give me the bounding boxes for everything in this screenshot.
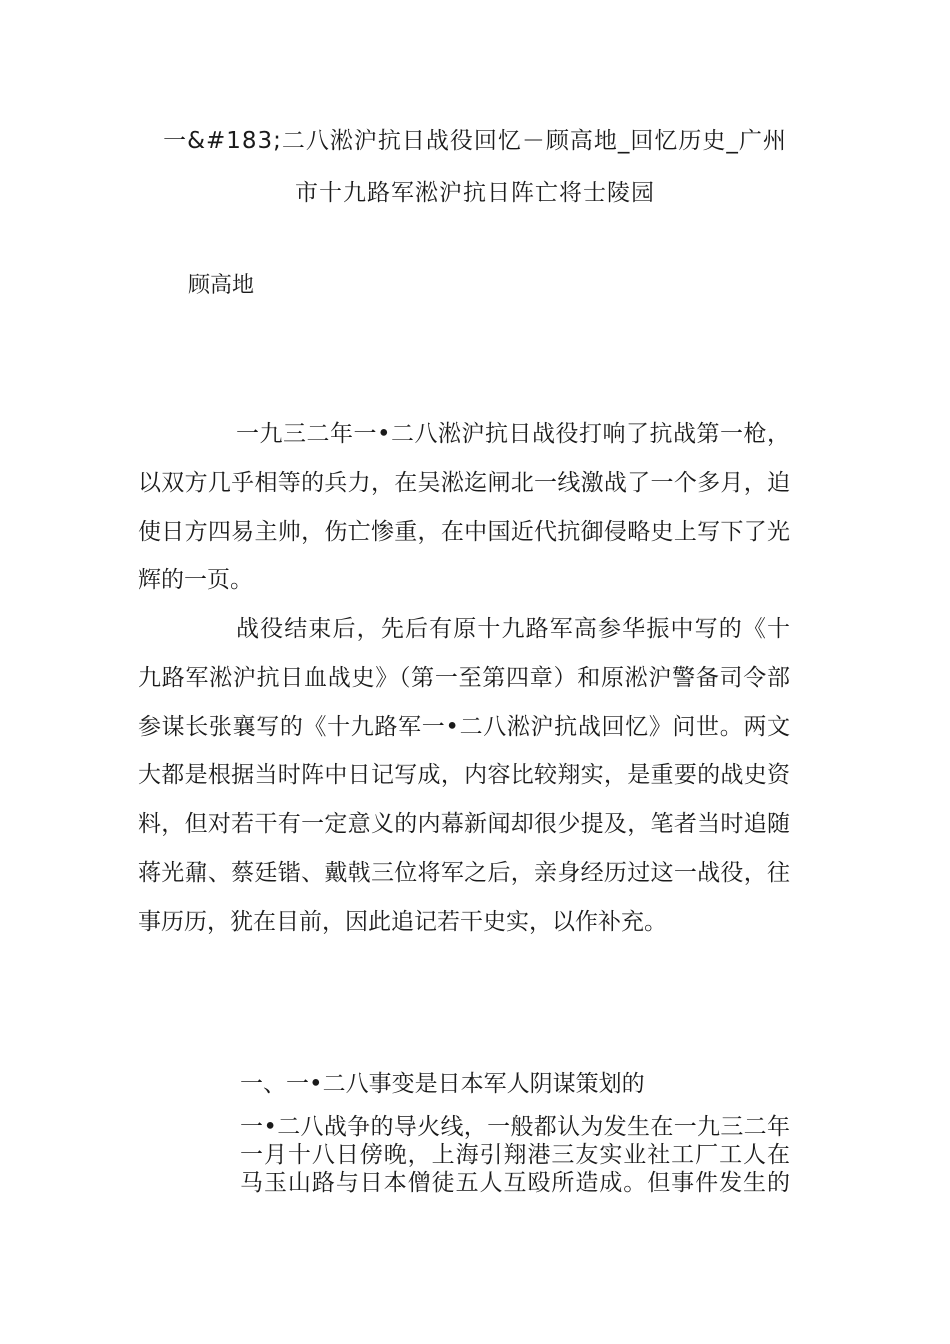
document-title-line-2: 市十九路军淞沪抗日阵亡将士陵园 [295,180,655,206]
paragraph-line: 蒋光鼐、蔡廷锴、戴戟三位将军之后，亲身经历过这一战役，往 [138,859,790,886]
paragraph-line: 以双方几乎相等的兵力，在吴淞迄闸北一线激战了一个多月，迫 [138,469,790,496]
paragraph-line: 参谋长张襄写的《十九路军一•二八淞沪抗战回忆》问世。两文 [138,713,790,740]
paragraph-line: 一月十八日傍晚，上海引翔港三友实业社工厂工人在 [240,1142,790,1168]
paragraph-background [138,605,790,947]
paragraph-line: 九路军淞沪抗日血战史》（第一至第四章）和原淞沪警备司令部 [138,664,790,691]
section-heading: 一、一•二八事变是日本军人阴谋策划的 [240,1071,645,1097]
paragraph-line: 事历历，犹在目前，因此追记若干史实，以作补充。 [138,908,667,935]
paragraph-line: 马玉山路与日本僧徒五人互殴所造成。但事件发生的 [240,1170,790,1196]
paragraph-line: 使日方四易主帅，伤亡惨重，在中国近代抗御侵略史上写下了光 [138,518,790,545]
paragraph-line: 大都是根据当时阵中日记写成，内容比较翔实，是重要的战史资 [138,762,790,789]
author-name: 顾高地 [188,273,255,298]
paragraph-line: 一九三二年一•二八淞沪抗日战役打响了抗战第一枪， [236,421,790,447]
document-title-line-1: 一&#183;二八淞沪抗日战役回忆－顾高地_回忆历史_广州 [163,128,787,154]
paragraph-line: 战役结束后，先后有原十九路军高参华振中写的《十 [236,616,790,642]
paragraph-intro [138,410,790,605]
paragraph-line: 料，但对若干有一定意义的内幕新闻却很少提及，笔者当时追随 [138,811,790,838]
paragraph-section-one [240,1113,790,1197]
paragraph-line: 辉的一页。 [138,567,253,594]
paragraph-line: 一•二八战争的导火线，一般都认为发生在一九三二年 [240,1114,790,1140]
